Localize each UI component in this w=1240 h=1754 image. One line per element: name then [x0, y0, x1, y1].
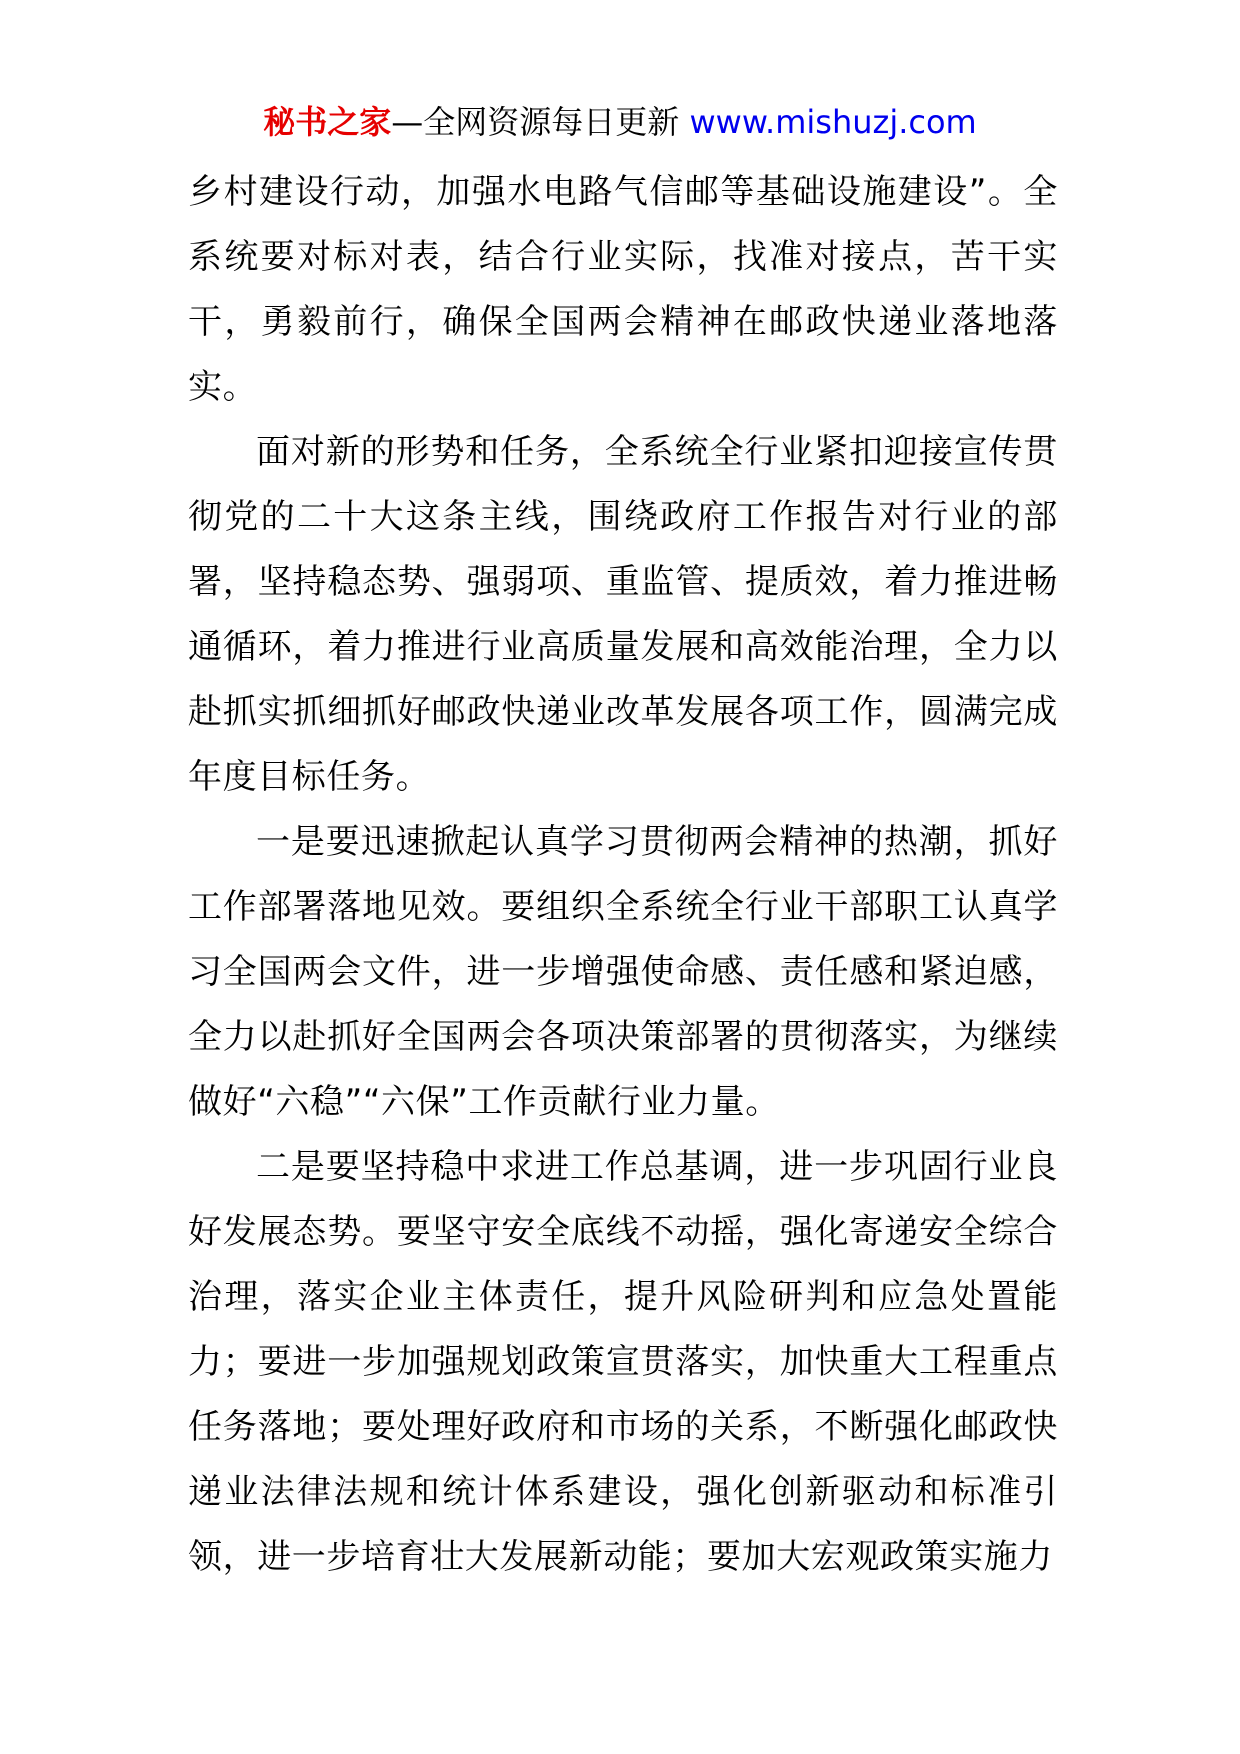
website-link[interactable]: www.mishuzj.com	[689, 103, 977, 141]
header-tagline: —全网资源每日更新	[391, 103, 690, 141]
paragraph-point-two: 二是要坚持稳中求进工作总基调，进一步巩固行业良好发展态势。要坚守安全底线不动摇，强化寄递安全综合治理，落实企业主体责任，提升风险研判和应急处置能力；要进一步加强规划政策宣贯落实，加快重大工程重点任务落地；要处理好政府和市场的关系，不断强化邮政快递业法律法规和统计体系建设，强化创新驱动和标准引领，进一步培育壮大发展新动能；要加大宏观政策实施力	[188, 1147, 1058, 1577]
paragraph-point-one: 一是要迅速掀起认真学习贯彻两会精神的热潮，抓好工作部署落地见效。要组织全系统全行业干部职工认真学习全国两会文件，进一步增强使命感、责任感和紧迫感，全力以赴抓好全国两会各项决策部署的贯彻落实，为继续做好“六稳”“六保”工作贡献行业力量。	[188, 822, 1058, 1122]
page-header	[0, 100, 1240, 144]
paragraph-continuation: 乡村建设行动，加强水电路气信邮等基础设施建设”。全系统要对标对表，结合行业实际，找准对接点，苦干实干，勇毅前行，确保全国两会精神在邮政快递业落地落实。	[188, 172, 1058, 407]
paragraph-situation-and-tasks: 面对新的形势和任务，全系统全行业紧扣迎接宣传贯彻党的二十大这条主线，围绕政府工作报告对行业的部署，坚持稳态势、强弱项、重监管、提质效，着力推进畅通循环，着力推进行业高质量发展和高效能治理，全力以赴抓实抓细抓好邮政快递业改革发展各项工作，圆满完成年度目标任务。	[188, 432, 1058, 797]
brand-name: 秘书之家	[263, 103, 392, 141]
document-body	[188, 160, 1058, 1590]
